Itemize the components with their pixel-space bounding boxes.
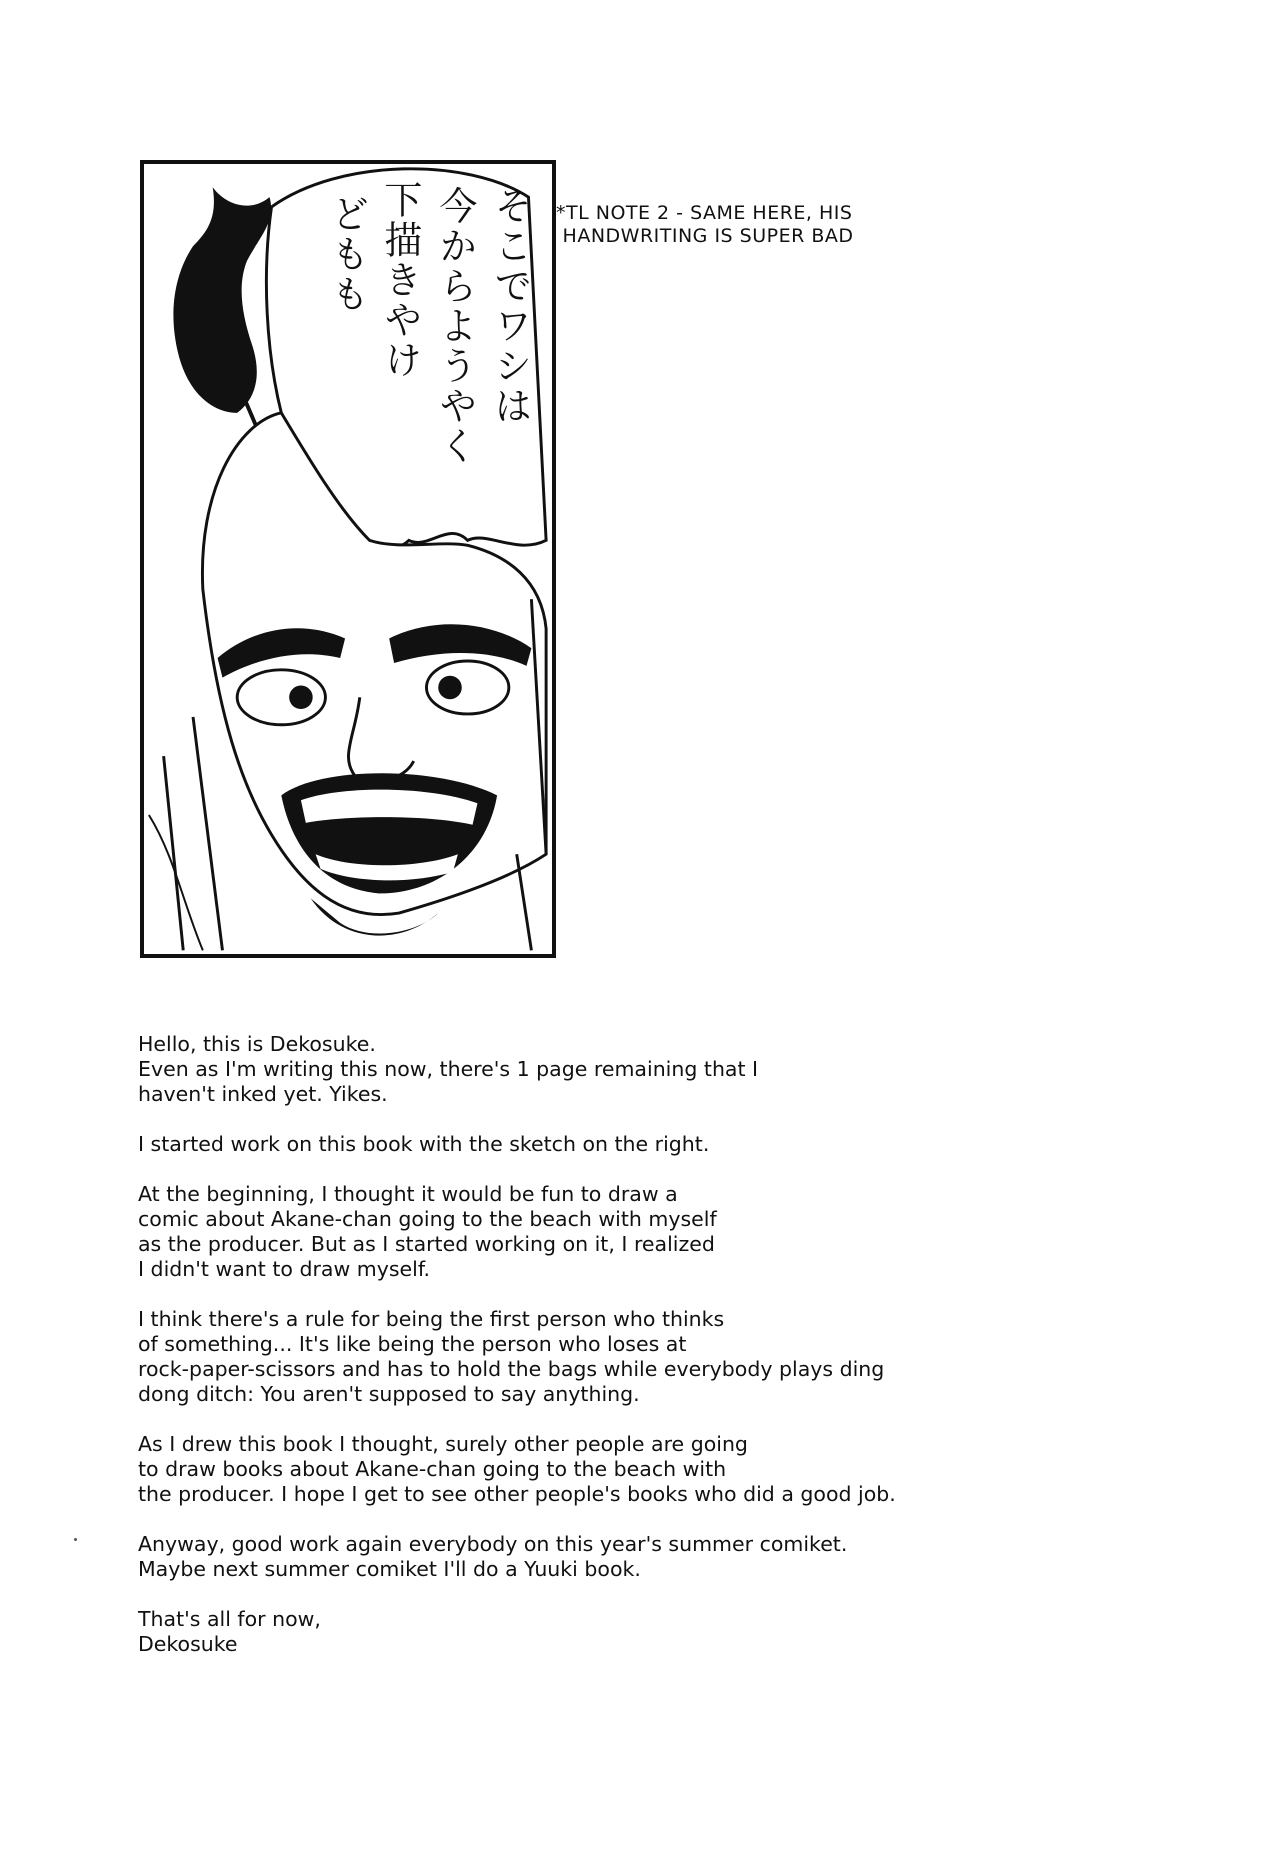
page-speck <box>74 1538 77 1541</box>
letter-paragraph: As I drew this book I thought, surely other people are going to draw books about Akane-chan going to the beach with the producer. I hope I get to see other people's books who did a good job. <box>138 1432 896 1506</box>
topknot-hair <box>173 187 271 413</box>
tl-note-line-2: HANDWRITING IS SUPER BAD <box>556 225 854 247</box>
letter-paragraph: I started work on this book with the sketch on the right. <box>138 1132 710 1156</box>
tl-note-line-1: *TL NOTE 2 - SAME HERE, HIS <box>556 202 853 224</box>
afterword-letter <box>138 1032 1198 1657</box>
letter-signoff: That's all for now, Dekosuke <box>138 1607 321 1656</box>
letter-paragraph: Hello, this is Dekosuke. Even as I'm writing this now, there's 1 page remaining that I haven't inked yet. Yikes. <box>138 1032 759 1106</box>
speech-column-1: そこでワシは <box>487 186 532 426</box>
speech-column-4: どもも <box>324 194 369 314</box>
speech-column-3: 下描きやけ <box>377 180 422 380</box>
letter-paragraph: I think there's a rule for being the first person who thinks of something... It's like being the person who loses at rock-paper-scissors and has to hold the bags while everybody plays ding dong ditch: You aren't supposed to say anything. <box>138 1307 885 1406</box>
letter-paragraph: Anyway, good work again everybody on this year's summer comiket. Maybe next summer comiket I'll do a Yuuki book. <box>138 1532 848 1581</box>
letter-paragraph: At the beginning, I thought it would be fun to draw a comic about Akane-chan going to the beach with myself as the producer. But as I started working on it, I realized I didn't want to draw myself. <box>138 1182 717 1281</box>
speech-column-2: 今からようやく <box>432 186 477 466</box>
translator-note <box>556 202 853 248</box>
sketch-panel <box>140 160 556 958</box>
